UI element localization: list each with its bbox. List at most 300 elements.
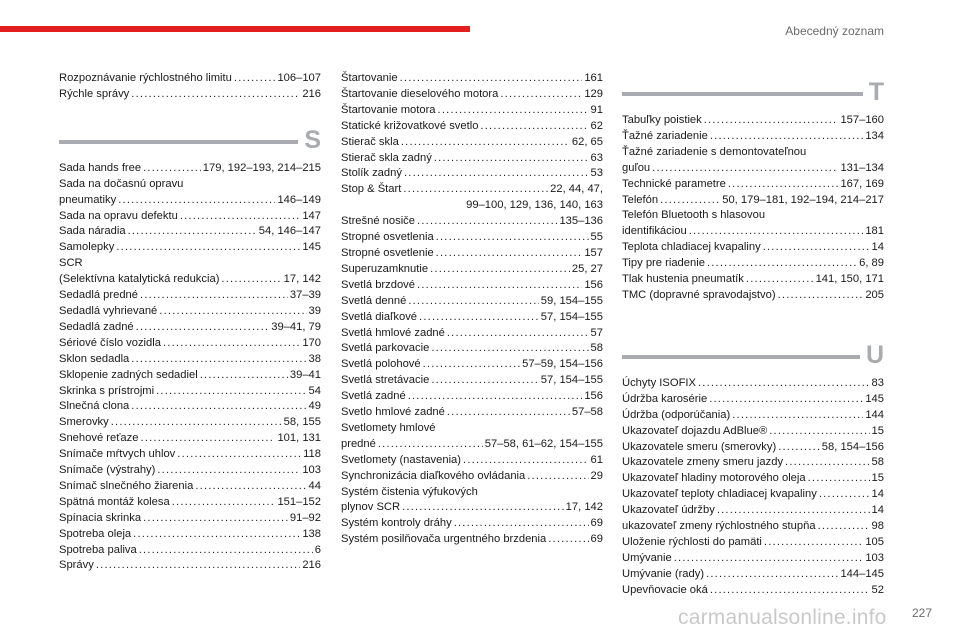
index-entry-term: Samolepky	[59, 241, 115, 254]
index-entry-term: plynov SCR	[341, 501, 401, 514]
index-entry-pages: 57, 154–155	[540, 310, 603, 323]
index-entry-term: Skrinka s prístrojmi	[59, 384, 155, 397]
index-entry-term: Strešné nosiče	[341, 215, 416, 228]
index-entry-pages: 14	[871, 241, 884, 254]
index-entry-term: Slnečná clona	[59, 400, 130, 413]
dot-leader	[131, 352, 306, 368]
dot-leader	[710, 583, 870, 599]
index-entry	[622, 224, 884, 240]
index-entry-term: Stierač skla	[341, 135, 399, 148]
index-entry-pages: 216	[302, 559, 321, 572]
index-entry	[622, 535, 884, 551]
dot-leader	[402, 500, 564, 516]
index-entry-pages: 57–58	[571, 406, 603, 419]
index-entry-pages: 61	[590, 453, 603, 466]
dot-leader	[140, 431, 275, 447]
index-entry-term: (Selektívna katalytická redukcia)	[59, 273, 220, 286]
dot-leader	[419, 310, 539, 326]
index-entry	[59, 495, 321, 511]
index-entry-pages: 55	[590, 231, 603, 244]
index-entry	[341, 469, 603, 485]
index-entry-pages: 106–107	[277, 72, 321, 84]
index-entry-pages: 62	[590, 119, 603, 132]
index-entry-pages: 118	[303, 448, 321, 461]
dot-leader	[454, 516, 589, 532]
index-entry-pages: 135–136	[559, 215, 603, 228]
section-rule	[622, 355, 860, 359]
index-entry-pages: 17, 142	[283, 273, 321, 286]
index-entry-term: Tipy pre riadenie	[622, 257, 705, 270]
index-entry-pages: 167, 169	[840, 177, 884, 190]
dot-leader	[200, 368, 288, 384]
index-entry-pages: 15	[871, 424, 884, 437]
index-entry-term: Sériové číslo vozidla	[59, 336, 161, 349]
index-column-3	[622, 71, 884, 599]
index-entry-term: Snímače mŕtvych uhlov	[59, 448, 176, 461]
index-entry-pages: 14	[871, 488, 884, 501]
index-entry-heading: Sada na dočasnú opravu	[59, 177, 184, 190]
index-entry-term: Uloženie rýchlosti do pamäti	[622, 535, 762, 548]
dot-leader	[431, 373, 538, 389]
index-entry-term: Statické križovatkové svetlo	[341, 119, 479, 132]
dot-leader	[764, 535, 863, 551]
index-entry	[341, 87, 603, 103]
index-entry	[59, 415, 321, 431]
index-entry-term: TMC (dopravné spravodajstvo)	[622, 288, 776, 301]
index-entry-term: Sada náradia	[59, 225, 126, 238]
index-entry	[341, 516, 603, 532]
index-entry-pages: 138	[302, 527, 321, 540]
index-entry-pages: 57	[590, 326, 603, 339]
dot-leader	[704, 113, 839, 129]
index-entry-pages: 59, 154–155	[540, 294, 603, 307]
dot-leader	[431, 341, 588, 357]
index-entry-heading: Ťažné zariadenie s demontovateľnou	[622, 145, 807, 158]
index-entry-pages: 58	[590, 342, 603, 355]
index-entry-pages: 39	[308, 304, 321, 317]
index-entry-heading: Telefón Bluetooth s hlasovou	[622, 209, 766, 222]
index-entry-term: Stierač skla zadný	[341, 151, 432, 164]
index-entry-pages: 62, 65	[571, 135, 603, 148]
index-entry-pages: 39–41	[289, 368, 321, 381]
index-entry-pages: 38	[308, 352, 321, 365]
index-entry-pages: 69	[590, 533, 603, 546]
index-entry	[622, 193, 884, 209]
index-entry	[622, 272, 884, 288]
dot-leader	[195, 479, 306, 495]
index-entry-heading: SCR	[59, 257, 83, 270]
dot-leader	[447, 326, 589, 342]
index-entry	[341, 341, 603, 357]
index-entry-term: Spínacia skrinka	[59, 511, 142, 524]
index-entry	[622, 408, 884, 424]
index-entry	[59, 193, 321, 209]
index-entry-pages: 144–145	[840, 567, 884, 580]
dot-leader	[434, 151, 589, 167]
dot-leader	[180, 209, 301, 225]
index-entry	[59, 209, 321, 225]
dot-leader	[133, 527, 300, 543]
index-entry	[59, 336, 321, 352]
dot-leader	[689, 224, 864, 240]
index-entry-pages: 141, 150, 171	[815, 273, 884, 286]
index-entry-pages: 103	[302, 464, 321, 477]
section-t-entries	[622, 113, 884, 304]
dot-leader	[778, 440, 820, 456]
index-entry-pages: 58	[871, 456, 884, 469]
index-entry	[341, 532, 603, 548]
index-entry	[622, 392, 884, 408]
dot-leader	[778, 288, 864, 304]
dot-leader	[763, 240, 870, 256]
dot-leader	[163, 336, 300, 352]
index-entry	[59, 288, 321, 304]
index-entry-term: predné	[341, 437, 376, 450]
index-entry	[341, 246, 603, 262]
dot-leader	[404, 166, 589, 182]
index-entry-term: Ukazovatele zmeny smeru jazdy	[622, 456, 784, 469]
index-entry-pages: 170	[302, 336, 321, 349]
index-column-2	[341, 71, 603, 548]
index-entry	[59, 511, 321, 527]
index-entry-pages: 58, 155	[283, 416, 321, 429]
index-entry-term: Svetlá brzdové	[341, 278, 416, 291]
section-header-s	[59, 119, 321, 153]
index-entry-pages: 147	[302, 209, 321, 222]
index-entry	[341, 71, 603, 87]
index-entry-term: Upevňovacie oká	[622, 583, 708, 596]
dot-leader	[408, 389, 583, 405]
dot-leader	[447, 405, 570, 421]
page-header-title: Abecedný zoznam	[785, 24, 884, 38]
dot-leader	[707, 256, 857, 272]
index-entry-term: Sada na opravu defektu	[59, 209, 178, 222]
index-entry-term: Ťažné zariadenie	[622, 129, 708, 142]
index-entry-pages: 91	[590, 103, 603, 116]
index-entry	[341, 437, 603, 453]
index-entry-pages: 181	[865, 225, 884, 238]
index-entry	[622, 376, 884, 392]
header-accent-bar	[0, 26, 470, 32]
index-entry	[59, 479, 321, 495]
index-entry-term: Telefón	[622, 193, 659, 206]
index-entry-pages: 69	[590, 517, 603, 530]
section-s-entries	[59, 161, 321, 575]
index-entry-term: Technické parametre	[622, 177, 726, 190]
index-entry	[622, 519, 884, 535]
index-entry	[341, 166, 603, 182]
dot-leader	[177, 447, 301, 463]
index-entry-pages: 161	[584, 72, 603, 84]
dot-leader	[710, 129, 864, 145]
index-entry	[341, 373, 603, 389]
index-entry-term: Úchyty ISOFIX	[622, 376, 696, 389]
dot-leader	[548, 532, 588, 548]
index-entry-term: Synchronizácia diaľkového ovládania	[341, 469, 526, 482]
index-entry	[622, 177, 884, 193]
index-entry-term: ukazovateľ zmeny rýchlostného stupňa	[622, 520, 816, 533]
index-entry-term: Svetlá hmlové zadné	[341, 326, 445, 339]
dot-leader	[143, 161, 201, 177]
index-entry-term: Rozpoznávanie rýchlostného limitu	[59, 72, 232, 84]
index-entry	[59, 161, 321, 177]
index-entry-pages: 57–58, 61–62, 154–155	[484, 437, 603, 450]
index-entry-term: Spotreba oleja	[59, 527, 132, 540]
index-entry	[59, 368, 321, 384]
dot-leader	[423, 357, 520, 373]
index-entry-heading: Svetlomety hmlové	[341, 421, 436, 434]
index-entry	[59, 384, 321, 400]
index-entry	[622, 487, 884, 503]
index-entry	[59, 304, 321, 320]
index-entry-term: Svetlá polohové	[341, 358, 421, 371]
index-entry-pages: 52	[871, 583, 884, 596]
index-entry-pages: 145	[302, 241, 321, 254]
index-entry	[341, 230, 603, 246]
index-entry-term: Ukazovateľ teploty chladiacej kvapaliny	[622, 488, 817, 501]
index-entry-pages: 39–41, 79	[271, 320, 321, 333]
dot-leader	[401, 135, 570, 151]
index-entry-pages: 205	[865, 288, 884, 301]
index-entry-pages: 29	[590, 469, 603, 482]
dot-leader	[709, 392, 863, 408]
index-entry	[341, 103, 603, 119]
index-entry-term: Sedadlá vyhrievané	[59, 304, 158, 317]
index-entry-term: Stop & Štart	[341, 183, 402, 196]
index-entry-pages: 146–149	[277, 193, 321, 206]
index-entry-term: Spätná montáž kolesa	[59, 495, 170, 508]
dot-leader	[408, 294, 538, 310]
dot-leader	[728, 177, 839, 193]
index-entry-pages: 54, 146–147	[258, 225, 321, 238]
dot-leader	[819, 487, 870, 503]
index-entry-pages: 25, 27	[571, 262, 603, 275]
index-entry	[341, 182, 603, 198]
index-entry-pages: 179, 192–193, 214–215	[202, 161, 321, 174]
index-entry	[341, 135, 603, 151]
index-entry-term: Sada hands free	[59, 161, 142, 174]
watermark-text: carmanualsonline.info	[678, 606, 887, 629]
dot-leader	[436, 246, 583, 262]
index-entry-term: Tabuľky poistiek	[622, 114, 702, 126]
dot-leader	[172, 495, 276, 511]
dot-leader	[417, 278, 582, 294]
index-entry-pages: 151–152	[277, 495, 321, 508]
index-entry-pages: 6, 89	[859, 257, 884, 270]
index-entry-pages: 156	[584, 390, 603, 403]
index-entry	[622, 440, 884, 456]
index-entry-pages: 50, 179–181, 192–194, 214–217	[722, 193, 884, 206]
index-entry	[622, 583, 884, 599]
index-entry-pages: 49	[308, 400, 321, 413]
index-entry	[622, 129, 884, 145]
index-entry-term: Umývanie (rady)	[622, 567, 705, 580]
index-entry-pages: 58, 154–156	[821, 440, 884, 453]
index-entry	[59, 224, 321, 240]
index-entry	[341, 262, 603, 278]
index-entry-term: Ukazovateľ hladiny motorového oleja	[622, 472, 806, 485]
index-entry-term: Štartovanie dieselového motora	[341, 87, 499, 100]
index-entry-term: Sedadlá zadné	[59, 320, 134, 333]
index-entry	[59, 352, 321, 368]
section-header-u	[622, 334, 884, 368]
index-entry-pages: 53	[590, 167, 603, 180]
section-s-continued-entries	[341, 71, 603, 548]
index-entry-pages: 105	[865, 535, 884, 548]
index-entry-pages: 17, 142	[565, 501, 603, 514]
index-entry-term: Snímač slnečného žiarenia	[59, 479, 194, 492]
index-entry-pages: 37–39	[289, 289, 321, 302]
index-entry-page-continuation: 99–100, 129, 136, 140, 163	[466, 199, 603, 212]
index-entry-term: guľou	[622, 161, 651, 174]
dot-leader	[436, 230, 589, 246]
index-entry-term: Snehové reťaze	[59, 432, 139, 445]
dot-leader	[818, 519, 870, 535]
index-entry	[59, 399, 321, 415]
dot-leader	[732, 408, 863, 424]
dot-leader	[480, 119, 588, 135]
index-entry-pages: 134	[865, 129, 884, 142]
index-entry	[59, 463, 321, 479]
index-entry-term: Stolík zadný	[341, 167, 402, 180]
index-entry-term: Rýchle správy	[59, 87, 130, 100]
dot-leader	[140, 288, 288, 304]
index-entry-term: Systém posilňovača urgentného brzdenia	[341, 533, 547, 546]
index-entry-term: Svetlo hmlové zadné	[341, 406, 445, 419]
index-entry-term: Ukazovateľ údržby	[622, 504, 715, 517]
index-entry	[622, 240, 884, 256]
dot-leader	[652, 161, 838, 177]
dot-leader	[438, 103, 589, 119]
index-entry-pages: 216	[302, 87, 321, 100]
index-entry-term: Spotreba paliva	[59, 543, 137, 556]
index-entry	[341, 326, 603, 342]
index-entry-pages: 44	[308, 479, 321, 492]
index-entry-term: Údržba (odporúčania)	[622, 408, 731, 421]
dot-leader	[403, 182, 548, 198]
section-rule	[59, 140, 298, 144]
dot-leader	[128, 224, 257, 240]
index-entry-term: Stropné osvetlenie	[341, 246, 434, 259]
index-entry	[622, 455, 884, 471]
section-rule	[622, 92, 863, 96]
dot-leader	[698, 376, 870, 392]
dot-leader	[116, 240, 300, 256]
index-entry-pages: 157–160	[840, 114, 884, 126]
index-entry-term: Svetlá diaľkové	[341, 310, 418, 323]
index-entry	[622, 113, 884, 129]
index-entry-pages: 57, 154–155	[540, 374, 603, 387]
index-entry	[341, 389, 603, 405]
index-entry	[341, 310, 603, 326]
index-entry-term: identifikáciou	[622, 225, 687, 238]
dot-leader	[400, 71, 583, 87]
index-entry-pages: 54	[308, 384, 321, 397]
page-number: 227	[911, 606, 932, 620]
index-entry-pages: 129	[584, 87, 603, 100]
index-entry-pages: 91–92	[289, 511, 321, 524]
dot-leader	[417, 214, 557, 230]
index-entry-term: Ukazovatele smeru (smerovky)	[622, 440, 777, 453]
index-column-1	[59, 71, 321, 574]
index-entry	[341, 278, 603, 294]
index-entry	[59, 447, 321, 463]
index-entry	[341, 405, 603, 421]
index-entry	[59, 71, 321, 87]
index-entry-pages: 144	[865, 408, 884, 421]
index-entry-term: Sklon sedadla	[59, 352, 130, 365]
index-entry-term: Superuzamknutie	[341, 262, 429, 275]
index-entry-pages: 103	[865, 551, 884, 564]
dot-leader	[221, 272, 281, 288]
index-entry	[341, 151, 603, 167]
index-entry	[59, 431, 321, 447]
section-letter: U	[865, 340, 884, 369]
index-entry-term: Údržba karosérie	[622, 392, 708, 405]
dot-leader	[430, 262, 570, 278]
index-entry-term: Svetlomety (nastavenia)	[341, 453, 462, 466]
index-entry	[622, 551, 884, 567]
index-entry-term: Tlak hustenia pneumatík	[622, 273, 744, 286]
index-entry-term: Systém kontroly dráhy	[341, 517, 452, 530]
index-entry-heading: Systém čistenia výfukových	[341, 485, 478, 498]
index-entry	[622, 256, 884, 272]
index-entry-pages: 14	[871, 504, 884, 517]
dot-leader	[111, 415, 282, 431]
dot-leader	[706, 567, 838, 583]
index-entry-term: Správy	[59, 559, 94, 572]
dot-leader	[156, 384, 306, 400]
dot-leader	[808, 471, 870, 487]
index-entry	[59, 87, 321, 103]
dot-leader	[131, 399, 306, 415]
index-entry-term: Smerovky	[59, 416, 109, 429]
index-entry-pages: 157	[584, 246, 603, 259]
dot-leader	[746, 272, 814, 288]
index-entry	[622, 503, 884, 519]
index-entry-term: Svetlá stretávacie	[341, 374, 430, 387]
index-entry-pages: 98	[871, 520, 884, 533]
index-entry-term: Svetlá zadné	[341, 390, 406, 403]
index-entry-term: Svetlá parkovacie	[341, 342, 430, 355]
index-entry	[622, 161, 884, 177]
index-entry	[622, 424, 884, 440]
index-entry	[622, 567, 884, 583]
dot-leader	[527, 469, 588, 485]
index-entry	[622, 288, 884, 304]
dot-leader	[139, 543, 313, 559]
index-entry	[59, 272, 321, 288]
index-entry-term: Ukazovateľ dojazdu AdBlue®	[622, 424, 768, 437]
dot-leader	[234, 71, 276, 87]
index-entry-term: Svetlá denné	[341, 294, 407, 307]
index-entry	[341, 119, 603, 135]
section-letter: S	[304, 125, 321, 154]
index-entry-pages: 83	[871, 376, 884, 389]
index-entry	[59, 558, 321, 574]
index-entry	[59, 543, 321, 559]
index-entry	[341, 294, 603, 310]
dot-leader	[136, 320, 270, 336]
index-entry-pages: 57–59, 154–156	[522, 358, 603, 371]
dot-leader	[660, 193, 720, 209]
dot-leader	[785, 455, 870, 471]
index-entry-term: Štartovanie motora	[341, 103, 436, 116]
index-entry-pages: 22, 44, 47,	[550, 183, 603, 196]
index-entry-term: Teplota chladiacej kvapaliny	[622, 241, 761, 254]
index-entry-term: Sklopenie zadných sedadiel	[59, 368, 198, 381]
top-entries	[59, 71, 321, 103]
